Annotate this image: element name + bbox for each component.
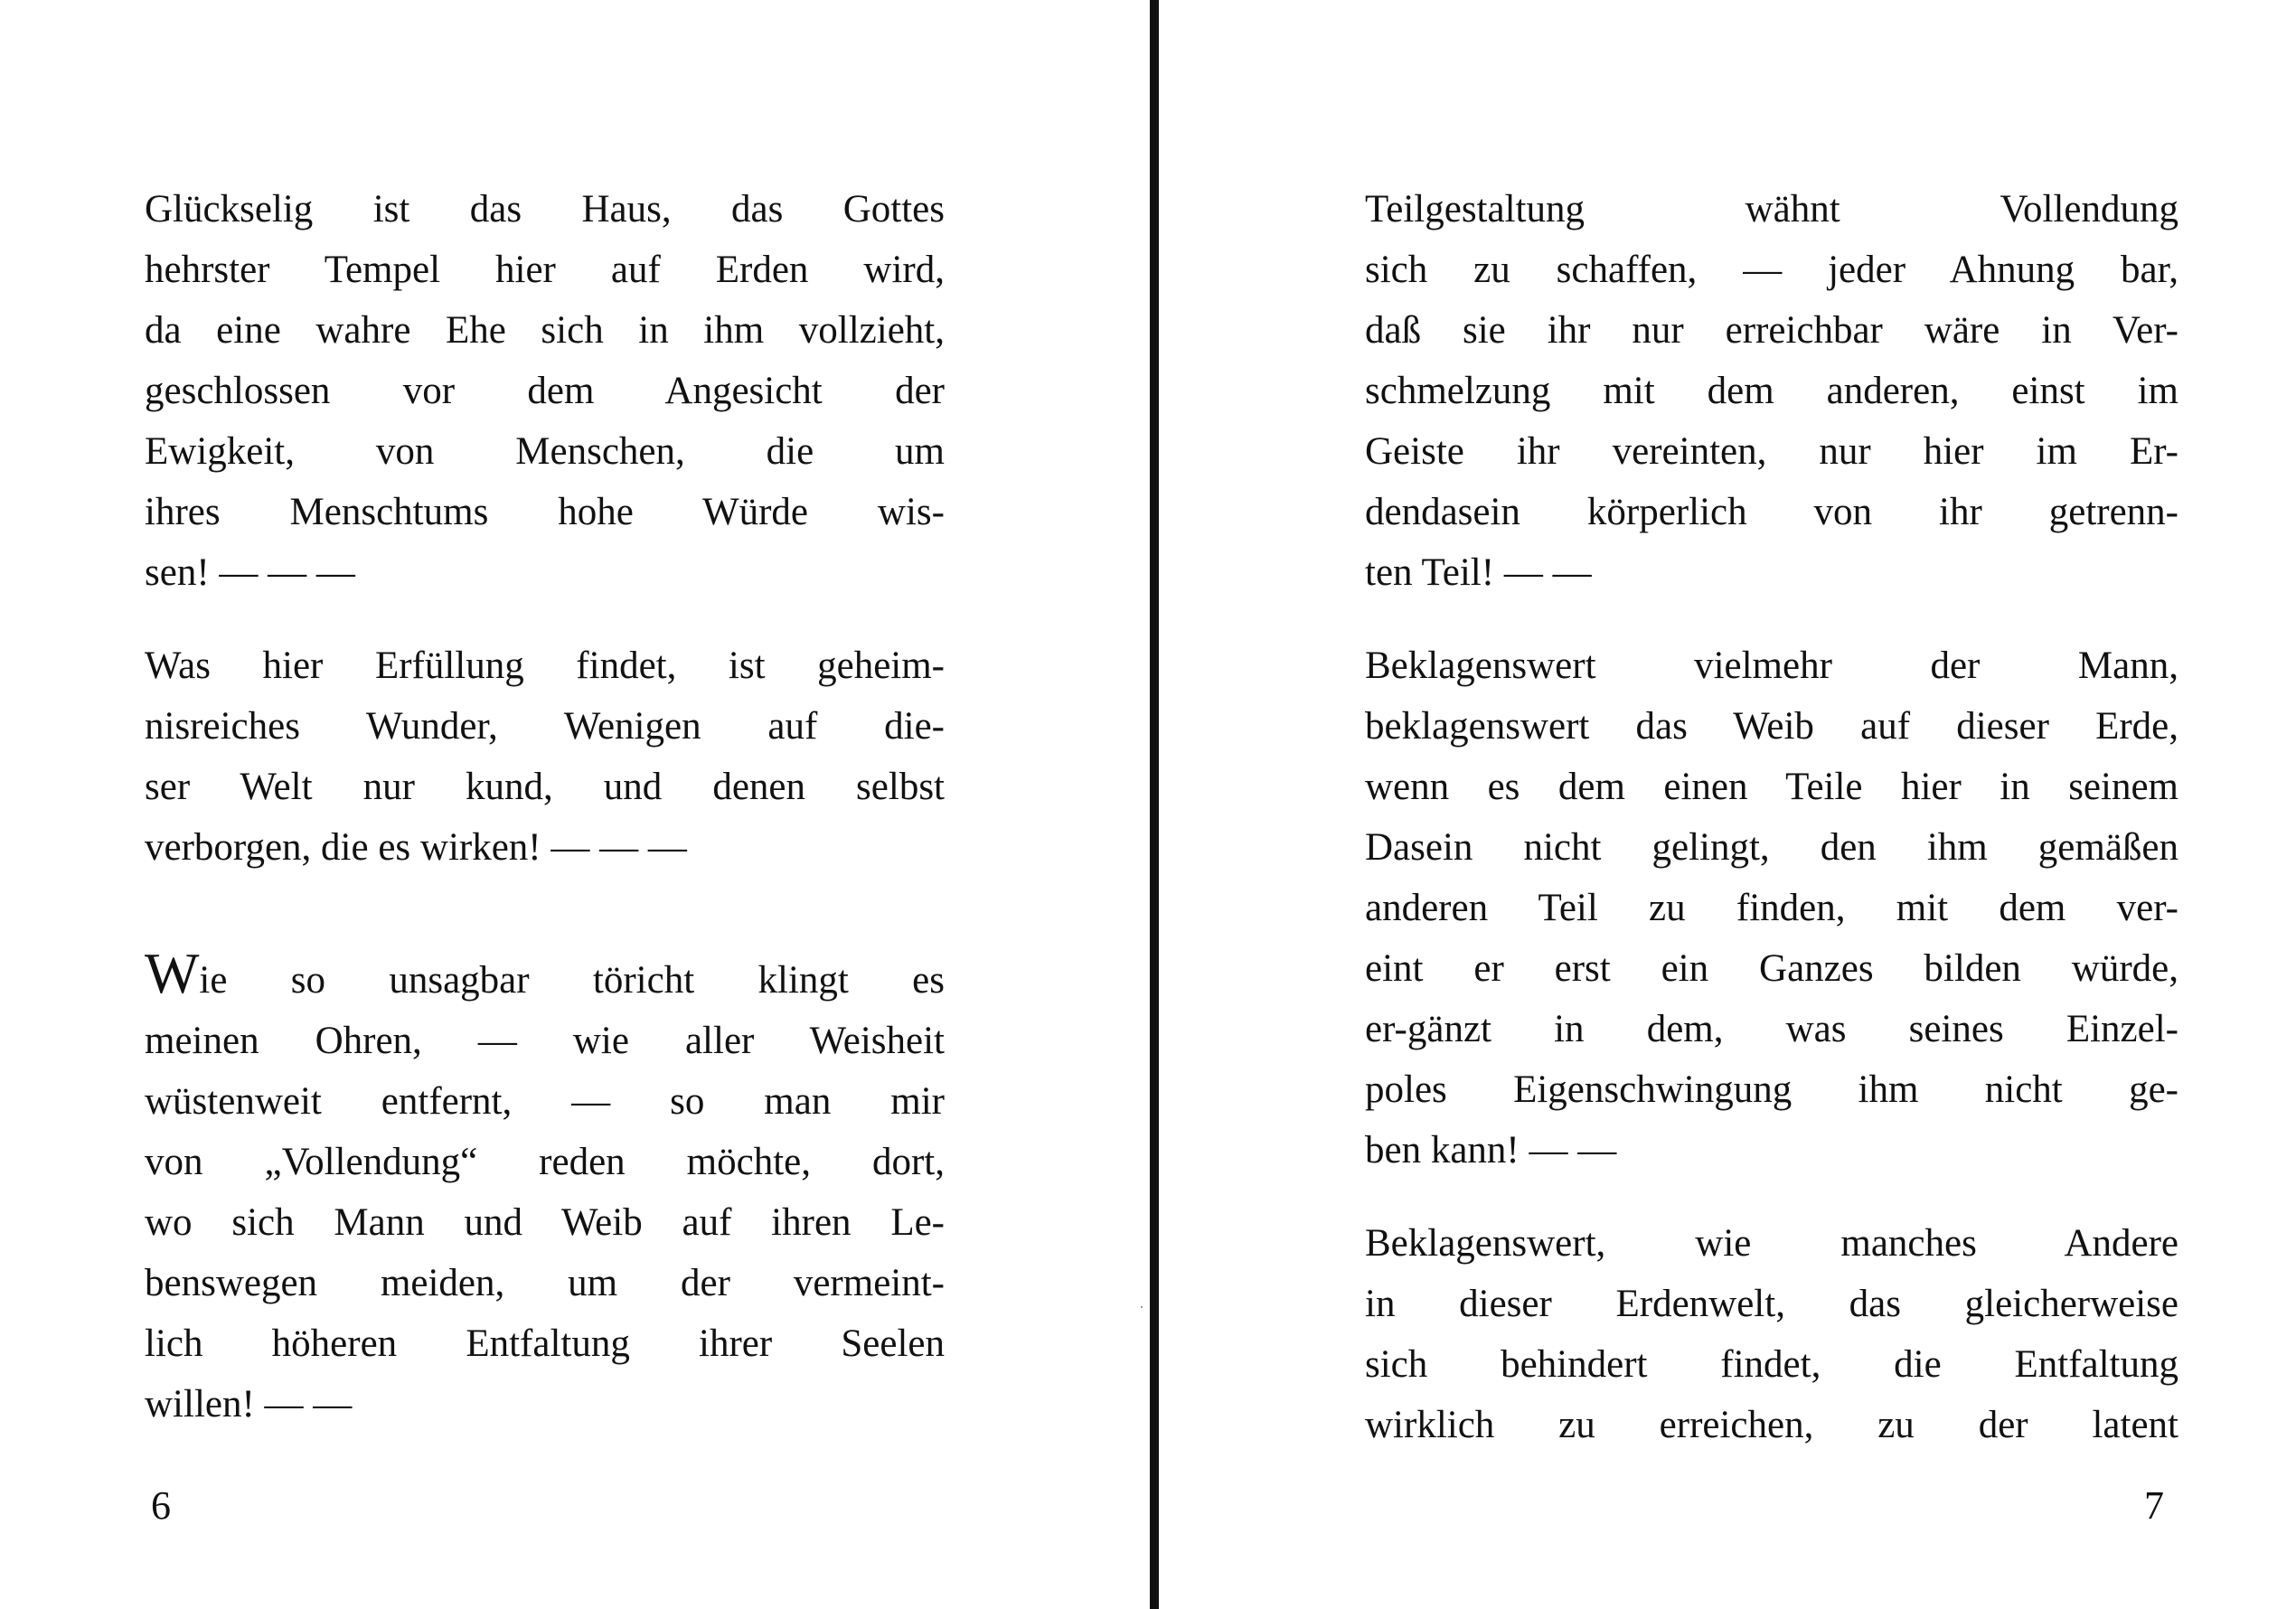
text-line: schmelzung mit dem anderen, einst im <box>1365 370 2178 412</box>
scan-speck <box>1141 1306 1143 1308</box>
text-line: Ewigkeit, von Menschen, die um <box>145 430 945 473</box>
text-line: ser Welt nur kund, und denen selbst <box>145 766 945 808</box>
section-gap <box>145 878 945 950</box>
text-line: daß sie ihr nur erreichbar wäre in Ver- <box>1365 309 2178 352</box>
text-line: wüstenweit entfernt, — so man mir <box>145 1080 945 1123</box>
text-line: willen! — — <box>145 1383 353 1426</box>
text-line: sen! — — — <box>145 551 355 594</box>
text-line: wenn es dem einen Teile hier in seinem <box>1365 766 2178 808</box>
text-line: Beklagenswert, wie manches Andere <box>1365 1222 2178 1265</box>
text-line: von „Vollendung“ reden möchte, dort, <box>145 1141 945 1183</box>
text-line: lich höheren Entfaltung ihrer Seelen <box>145 1322 945 1365</box>
text-line: Beklagenswert vielmehr der Mann, <box>1365 645 2178 687</box>
text-line: dendasein körperlich von ihr getrenn- <box>1365 491 2178 533</box>
paragraph <box>145 635 945 878</box>
text-line: wirklich zu erreichen, zu der latent <box>1365 1404 2178 1446</box>
text-line: da eine wahre Ehe sich in ihm vollzieht, <box>145 309 945 352</box>
text-line: ie so unsagbar töricht klingt es <box>199 959 945 1002</box>
text-line: Teilgestaltung wähnt Vollendung <box>1365 188 2178 231</box>
right-text-column <box>1365 179 2178 1455</box>
text-line: Geiste ihr vereinten, nur hier im Er- <box>1365 430 2178 473</box>
text-line: meinen Ohren, — wie aller Weisheit <box>145 1020 945 1062</box>
left-text-column <box>145 179 945 1435</box>
right-page <box>1166 0 2296 1609</box>
page-number: 6 <box>151 1483 171 1528</box>
text-line: nisreiches Wunder, Wenigen auf die- <box>145 705 945 748</box>
initial-letter: W <box>145 941 200 1005</box>
text-line: ten Teil! — — <box>1365 551 1592 594</box>
text-line: Was hier Erfüllung findet, ist geheim- <box>145 645 945 687</box>
paragraph-gap <box>145 603 945 635</box>
text-line: hehrster Tempel hier auf Erden wird, <box>145 249 945 291</box>
book-gutter <box>1150 0 1159 1609</box>
paragraph <box>145 179 945 603</box>
text-line: in dieser Erdenwelt, das gleicherweise <box>1365 1283 2178 1325</box>
paragraph <box>1365 635 2178 1181</box>
text-line: beklagenswert das Weib auf dieser Erde, <box>1365 705 2178 748</box>
text-line: wo sich Mann und Weib auf ihren Le- <box>145 1201 945 1244</box>
paragraph-gap <box>1365 603 2178 635</box>
paragraph <box>1365 1213 2178 1455</box>
text-line: geschlossen vor dem Angesicht der <box>145 370 945 412</box>
text-line: ben kann! — — <box>1365 1129 1617 1171</box>
paragraph <box>145 941 945 1435</box>
text-line: anderen Teil zu finden, mit dem ver- <box>1365 887 2178 929</box>
text-line: verborgen, die es wirken! — — — <box>145 826 687 869</box>
text-line: sich zu schaffen, — jeder Ahnung bar, <box>1365 249 2178 291</box>
text-line: ihres Menschtums hohe Würde wis- <box>145 491 945 533</box>
paragraph <box>1365 179 2178 603</box>
text-line: sich behindert findet, die Entfaltung <box>1365 1343 2178 1386</box>
text-line: poles Eigenschwingung ihm nicht ge- <box>1365 1068 2178 1111</box>
text-line: er-gänzt in dem, was seines Einzel- <box>1365 1008 2178 1050</box>
paragraph-gap <box>1365 1181 2178 1213</box>
text-line-with-initial <box>145 941 945 1011</box>
text-line: eint er erst ein Ganzes bilden würde, <box>1365 947 2178 990</box>
text-line: Glückselig ist das Haus, das Gottes <box>145 188 945 231</box>
page-number: 7 <box>2144 1483 2164 1528</box>
text-line: benswegen meiden, um der vermeint- <box>145 1262 945 1304</box>
text-line: Dasein nicht gelingt, den ihm gemäßen <box>1365 826 2178 869</box>
